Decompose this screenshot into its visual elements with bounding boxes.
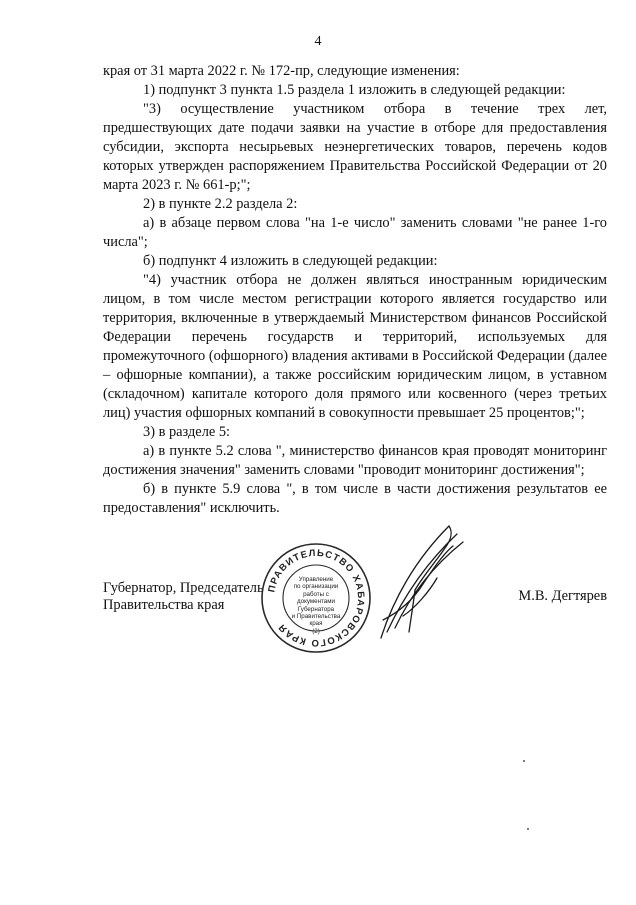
paragraph-item-3: 3) в разделе 5: xyxy=(143,424,231,440)
page-number: 4 xyxy=(314,34,322,49)
signer-title xyxy=(103,580,264,614)
paragraph-item-2b: б) подпункт 4 изложить в следующей редакции: xyxy=(143,253,438,269)
paragraph-item-1-text: "3) осуществление участником отбора в течение трех лет, предшествующих дате подачи заявки на участие в отборе для предоставления субсидии, экспорта несырьевых неэнергетических товаров, перечень кодов которых утвержден распоряжением Правительства Российской Федерации от 20 марта 2023 г. № 661-р;"; xyxy=(103,101,607,193)
paragraph-item-3b: б) в пункте 5.9 слова ", в том числе в части достижения результатов ее предоставления" исключить. xyxy=(103,481,607,516)
handwritten-signature xyxy=(353,520,473,650)
paragraph-item-2a: а) в абзаце первом слова "на 1-е число" заменить словами "не ранее 1-го числа"; xyxy=(103,215,607,250)
paragraph-item-3a: а) в пункте 5.2 слова ", министерство финансов края проводят мониторинг достижения значения" заменить словами "проводит мониторинг достижения"; xyxy=(103,443,607,478)
scan-speck xyxy=(527,828,529,830)
seal-inner-text: Управление по организации работы с документами Губернатора и Правительства края (2) xyxy=(291,576,341,635)
signer-title-line-1: Губернатор, Председатель xyxy=(103,580,264,596)
document-body xyxy=(103,62,607,518)
signature-block xyxy=(103,547,607,700)
scan-speck xyxy=(523,760,525,762)
paragraph-intro: края от 31 марта 2022 г. № 172-пр, следующие изменения: xyxy=(103,63,460,79)
signer-title-line-2: Правительства края xyxy=(103,597,225,613)
paragraph-item-1: 1) подпункт 3 пункта 1.5 раздела 1 изложить в следующей редакции: xyxy=(143,82,566,98)
signer-name: М.В. Дегтярев xyxy=(518,588,607,604)
seal-ring-text: ПРАВИТЕЛЬСТВО ХАБАРОВСКОГО КРАЯ xyxy=(266,547,367,649)
paragraph-item-2: 2) в пункте 2.2 раздела 2: xyxy=(143,196,298,212)
paragraph-item-2b-text: "4) участник отбора не должен являться иностранным юридическим лицом, в том числе местом регистрации которого является государство или территория, включенные в утверждаемый Министерством финансов Российской Федерации перечень государств и территорий, используемых для промежуточного (офшорного) владения активами в Российской Федерации (далее – офшорные компании), а также российским юридическим лицом, в уставном (складочном) капитале которого доля прямого или косвенного (через третьих лиц) участия офшорных компаний в совокупности превышает 25 процентов;"; xyxy=(103,272,607,421)
